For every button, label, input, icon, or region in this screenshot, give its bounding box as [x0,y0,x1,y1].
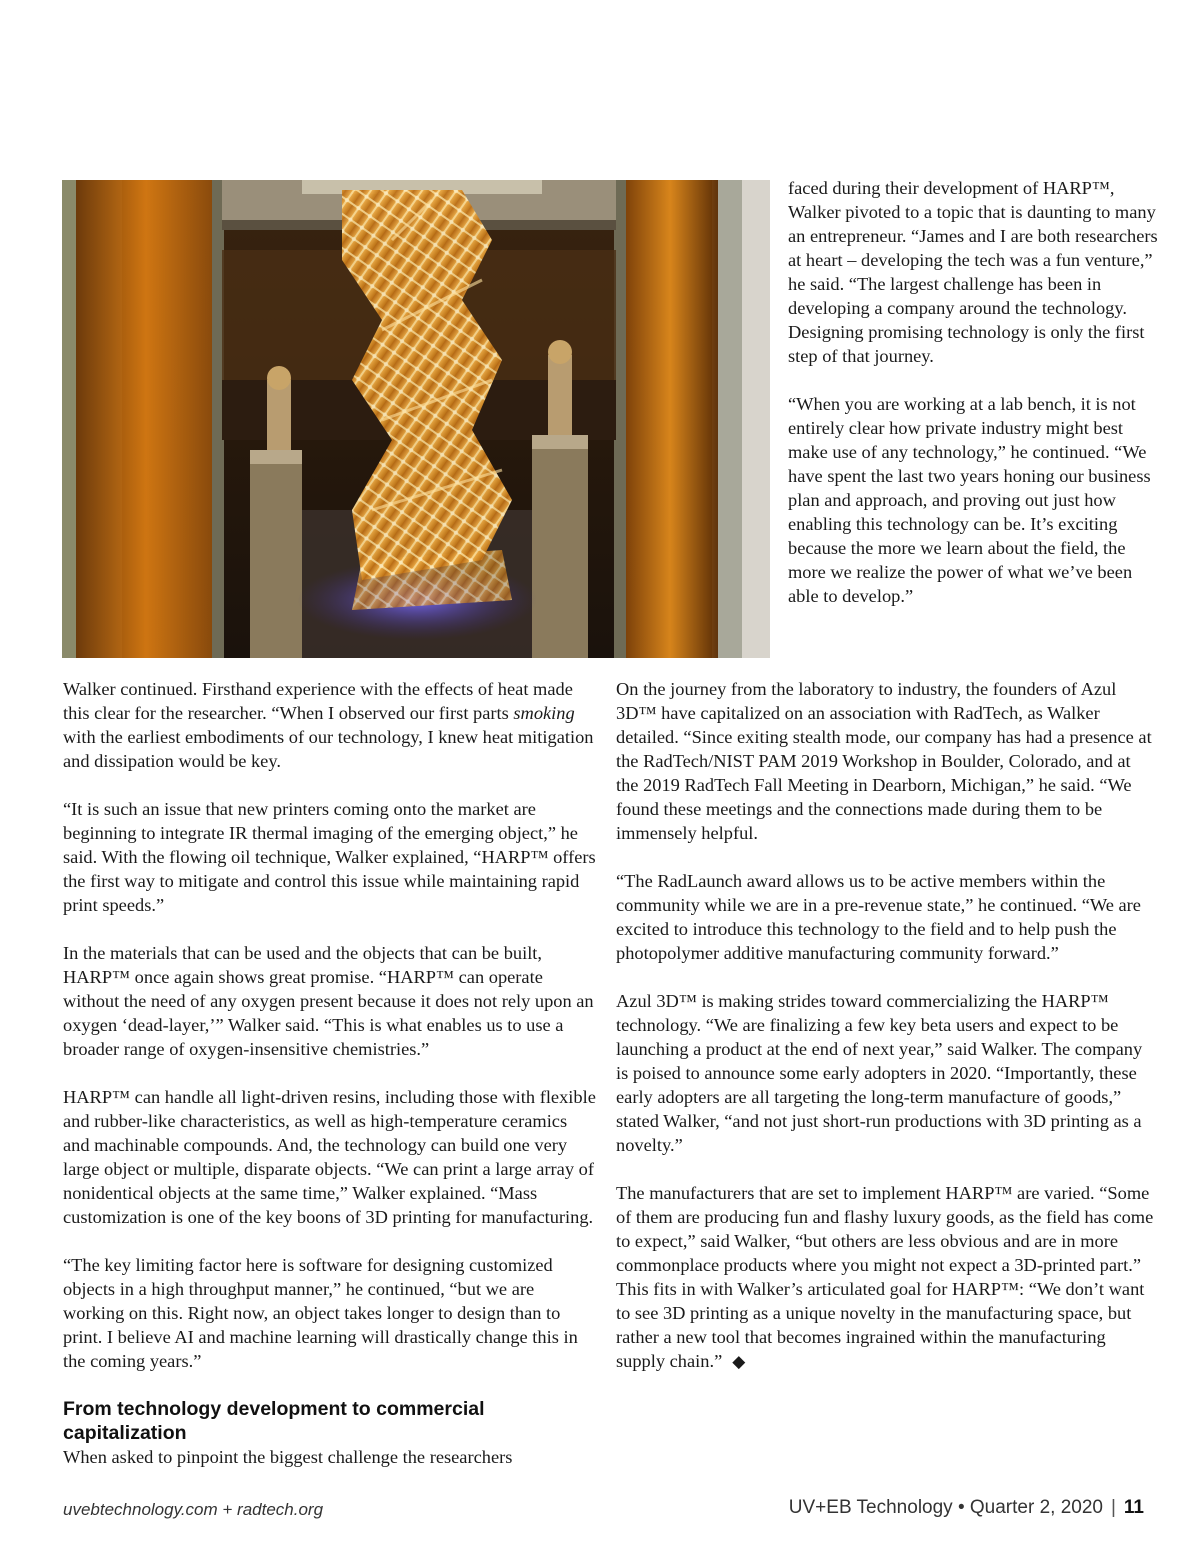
paragraph [63,677,598,773]
paragraph: “When you are working at a lab bench, it is not entirely clear how private industry might best make use of any technology,” he continued. “We have spent the last two years honing our business plan and approach, and proving out just how enabling this technology can be. It’s exciting because the more we learn about the field, the more we realize the power of what we’ve been able to develop.” [788,394,1151,606]
footer-websites: uvebtechnology.com + radtech.org [63,1500,324,1519]
section-heading: From technology development to commercial capitalization [63,1398,485,1444]
3d-printer-photo-icon [62,180,770,658]
paragraph: “It is such an issue that new printers coming onto the market are beginning to integrate IR thermal imaging of the emerging object,” he said. With the flowing oil technique, Walker explained, “HARP™ offers the first way to mitigate and control this issue while maintaining rapid print speeds.” [63,799,596,915]
page-number: 11 [1123,1497,1144,1518]
top-right-column [788,176,1158,608]
footer-separator: | [1110,1497,1116,1518]
paragraph-text: Walker continued. Firsthand experience with the effects of heat made this clear for the researcher. “When I observed our first parts [63,679,573,723]
left-column [63,677,598,1469]
paragraph: “The RadLaunch award allows us to be active members within the community while we are in a pre-revenue state,” he continued. “We are excited to introduce this technology to the field and to help push the photopolymer additive manufacturing community forward.” [616,871,1141,963]
paragraph-text: with the earliest embodiments of our technology, I knew heat mitigation and dissipation would be key. [63,727,594,771]
paragraph [616,1181,1156,1374]
printer-photo [62,180,770,658]
paragraph: Azul 3D™ is making strides toward commercializing the HARP™ technology. “We are finalizing a few key beta users and expect to be launching a product at the end of next year,” said Walker. The company is poised to announce some early adopters in 2020. “Importantly, these early adopters are all targeting the long-term manufacture of goods,” stated Walker, “and not just short-run productions with 3D printing as a novelty.” [616,991,1143,1155]
publication-title: UV+EB Technology • Quarter 2, 2020 [788,1497,1103,1518]
paragraph: faced during their development of HARP™, Walker pivoted to a topic that is daunting to many an entrepreneur. “James and I are both researchers at heart – developing the tech was a fun venture,” he said. “The largest challenge has been in developing a company around the technology. Designing promising technology is only the first step of that journey. [788,178,1158,366]
paragraph: HARP™ can handle all light-driven resins, including those with flexible and rubber-like characteristics, as well as high-temperature ceramics and machinable compounds. And, the technology can build one very large object or multiple, disparate objects. “We can print a large array of nonidentical objects at the same time,” Walker explained. “Mass customization is one of the key boons of 3D printing for manufacturing. [63,1087,596,1227]
paragraph: When asked to pinpoint the biggest challenge the researchers [63,1447,513,1467]
paragraph: On the journey from the laboratory to industry, the founders of Azul 3D™ have capitalized on an association with RadTech, as Walker detailed. “Since exiting stealth mode, our company has had a presence at the RadTech/NIST PAM 2019 Workshop in Boulder, Colorado, and at the 2019 RadTech Fall Meeting in Dearborn, Michigan,” he said. “We found these meetings and the connections made during them to be immensely helpful. [616,679,1152,843]
right-column [616,677,1156,1374]
paragraph: In the materials that can be used and the objects that can be built, HARP™ once again shows great promise. “HARP™ can operate without the need of any oxygen present because it does not rely upon an oxygen ‘dead-layer,’” Walker said. “This is what enables us to use a broader range of oxygen-insensitive chemistries.” [63,943,594,1059]
paragraph: “The key limiting factor here is software for designing customized objects in a high throughput manner,” he continued, “but we are working on this. Right now, an object takes longer to design than to print. I believe AI and machine learning will drastically change this in the coming years.” [63,1255,578,1371]
emphasis-text: smoking [513,703,575,723]
end-mark-icon: ◆ [732,1352,746,1371]
footer-publication [789,1497,1144,1519]
paragraph-text: The manufacturers that are set to implement HARP™ are varied. “Some of them are producing fun and flashy luxury goods, as the field has come to expect,” said Walker, “but others are less obvious and are in more commonplace products where you might not expect a 3D-printed part.” This fits in with Walker’s articulated goal for HARP™: “We don’t want to see 3D printing as a unique novelty in the manufacturing space, but rather a new tool that becomes ingrained within the manufacturing supply chain.” [616,1183,1154,1371]
